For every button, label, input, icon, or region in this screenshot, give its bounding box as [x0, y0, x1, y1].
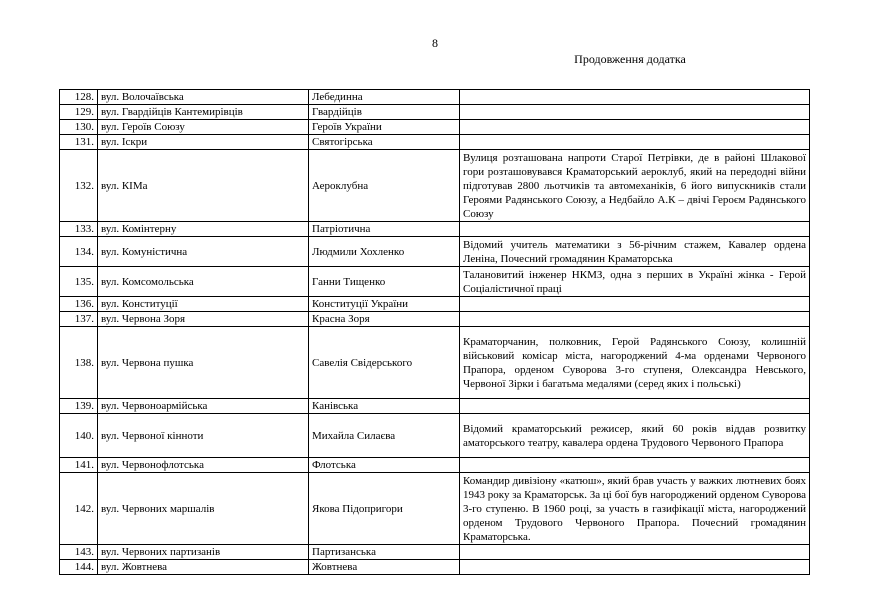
table-row [60, 150, 810, 222]
street-description [460, 105, 810, 120]
new-street-name: Михайла Силаєва [309, 414, 460, 458]
old-street-name: вул. КІМа [98, 150, 309, 222]
street-description: Командир дивізіону «катюш», який брав участь у важких лютневих боях 1943 року за Краматорськ. За ці бої був нагороджений орденом Суворова 3-го ступеню. В 1960 році, за участь в газифікації міста, нагороджений орденом Трудового Червоного Прапора. Почесний громадянин Краматорська. [460, 473, 810, 545]
new-street-name: Жовтнева [309, 560, 460, 575]
row-number: 137. [60, 312, 98, 327]
street-description: Краматорчанин, полковник, Герой Радянського Союзу, колишній військовий комісар міста, нагороджений 4-ма орденами Червоного Прапора, орденом Суворова 3-го ступеня, Олександра Невського, Червоної Зірки і багатьма медалями (серед яких і польські) [460, 327, 810, 399]
street-description [460, 458, 810, 473]
table-row [60, 327, 810, 399]
old-street-name: вул. Героїв Союзу [98, 120, 309, 135]
row-number: 133. [60, 222, 98, 237]
street-description: Відомий учитель математики з 56-річним стажем, Кавалер ордена Леніна, Почесний громадянин Краматорська [460, 237, 810, 267]
new-street-name: Аероклубна [309, 150, 460, 222]
row-number: 140. [60, 414, 98, 458]
row-number: 135. [60, 267, 98, 297]
new-street-name: Флотська [309, 458, 460, 473]
new-street-name: Лебединна [309, 90, 460, 105]
row-number: 129. [60, 105, 98, 120]
street-rename-table [59, 89, 810, 575]
table-row [60, 297, 810, 312]
row-number: 142. [60, 473, 98, 545]
new-street-name: Святогірська [309, 135, 460, 150]
old-street-name: вул. Червоної кінноти [98, 414, 309, 458]
old-street-name: вул. Червоних маршалів [98, 473, 309, 545]
table-row [60, 560, 810, 575]
table-row [60, 399, 810, 414]
new-street-name: Конституції України [309, 297, 460, 312]
table-row [60, 473, 810, 545]
street-description [460, 120, 810, 135]
old-street-name: вул. Конституції [98, 297, 309, 312]
street-description [460, 297, 810, 312]
old-street-name: вул. Комінтерну [98, 222, 309, 237]
row-number: 143. [60, 545, 98, 560]
row-number: 132. [60, 150, 98, 222]
new-street-name: Савелія Свідерського [309, 327, 460, 399]
page-number: 8 [432, 36, 438, 50]
new-street-name: Гвардійців [309, 105, 460, 120]
row-number: 128. [60, 90, 98, 105]
old-street-name: вул. Червона Зоря [98, 312, 309, 327]
row-number: 136. [60, 297, 98, 312]
street-description [460, 560, 810, 575]
table-row [60, 312, 810, 327]
street-description [460, 312, 810, 327]
row-number: 134. [60, 237, 98, 267]
street-description [460, 135, 810, 150]
old-street-name: вул. Червоноармійська [98, 399, 309, 414]
street-description [460, 222, 810, 237]
new-street-name: Людмили Хохленко [309, 237, 460, 267]
table-row [60, 237, 810, 267]
table-row [60, 105, 810, 120]
street-description: Відомий краматорський режисер, який 60 років віддав розвитку аматорського театру, кавалера ордена Трудового Червоного Прапора [460, 414, 810, 458]
row-number: 141. [60, 458, 98, 473]
row-number: 139. [60, 399, 98, 414]
new-street-name: Партизанська [309, 545, 460, 560]
table-row [60, 267, 810, 297]
old-street-name: вул. Комсомольська [98, 267, 309, 297]
new-street-name: Героїв України [309, 120, 460, 135]
old-street-name: вул. Червона пушка [98, 327, 309, 399]
table-row [60, 135, 810, 150]
table-row [60, 120, 810, 135]
street-description [460, 90, 810, 105]
old-street-name: вул. Комуністична [98, 237, 309, 267]
street-description: Талановитий інженер НКМЗ, одна з перших в Україні жінка - Герой Соціалістичної праці [460, 267, 810, 297]
street-description [460, 399, 810, 414]
new-street-name: Якова Підопригори [309, 473, 460, 545]
table-row [60, 222, 810, 237]
street-description: Вулиця розташована напроти Старої Петрівки, де в районі Шлакової гори розташовувався Краматорський аероклуб, який на передодні війни підготував 2800 льотчиків та автомеханіків, 6 його випускників стали Героями Радянського Союзу, а Недбайло А.К – двічі Героєм Радянського Союзу [460, 150, 810, 222]
old-street-name: вул. Жовтнева [98, 560, 309, 575]
old-street-name: вул. Червоних партизанів [98, 545, 309, 560]
row-number: 138. [60, 327, 98, 399]
old-street-name: вул. Волочаївська [98, 90, 309, 105]
table-row [60, 90, 810, 105]
new-street-name: Патріотична [309, 222, 460, 237]
old-street-name: вул. Іскри [98, 135, 309, 150]
row-number: 144. [60, 560, 98, 575]
street-description [460, 545, 810, 560]
new-street-name: Ганни Тищенко [309, 267, 460, 297]
continuation-label: Продовження додатка [574, 52, 686, 66]
table-row [60, 545, 810, 560]
table-row [60, 458, 810, 473]
old-street-name: вул. Червонофлотська [98, 458, 309, 473]
new-street-name: Красна Зоря [309, 312, 460, 327]
row-number: 130. [60, 120, 98, 135]
old-street-name: вул. Гвардійців Кантемирівців [98, 105, 309, 120]
table-row [60, 414, 810, 458]
new-street-name: Канівська [309, 399, 460, 414]
row-number: 131. [60, 135, 98, 150]
